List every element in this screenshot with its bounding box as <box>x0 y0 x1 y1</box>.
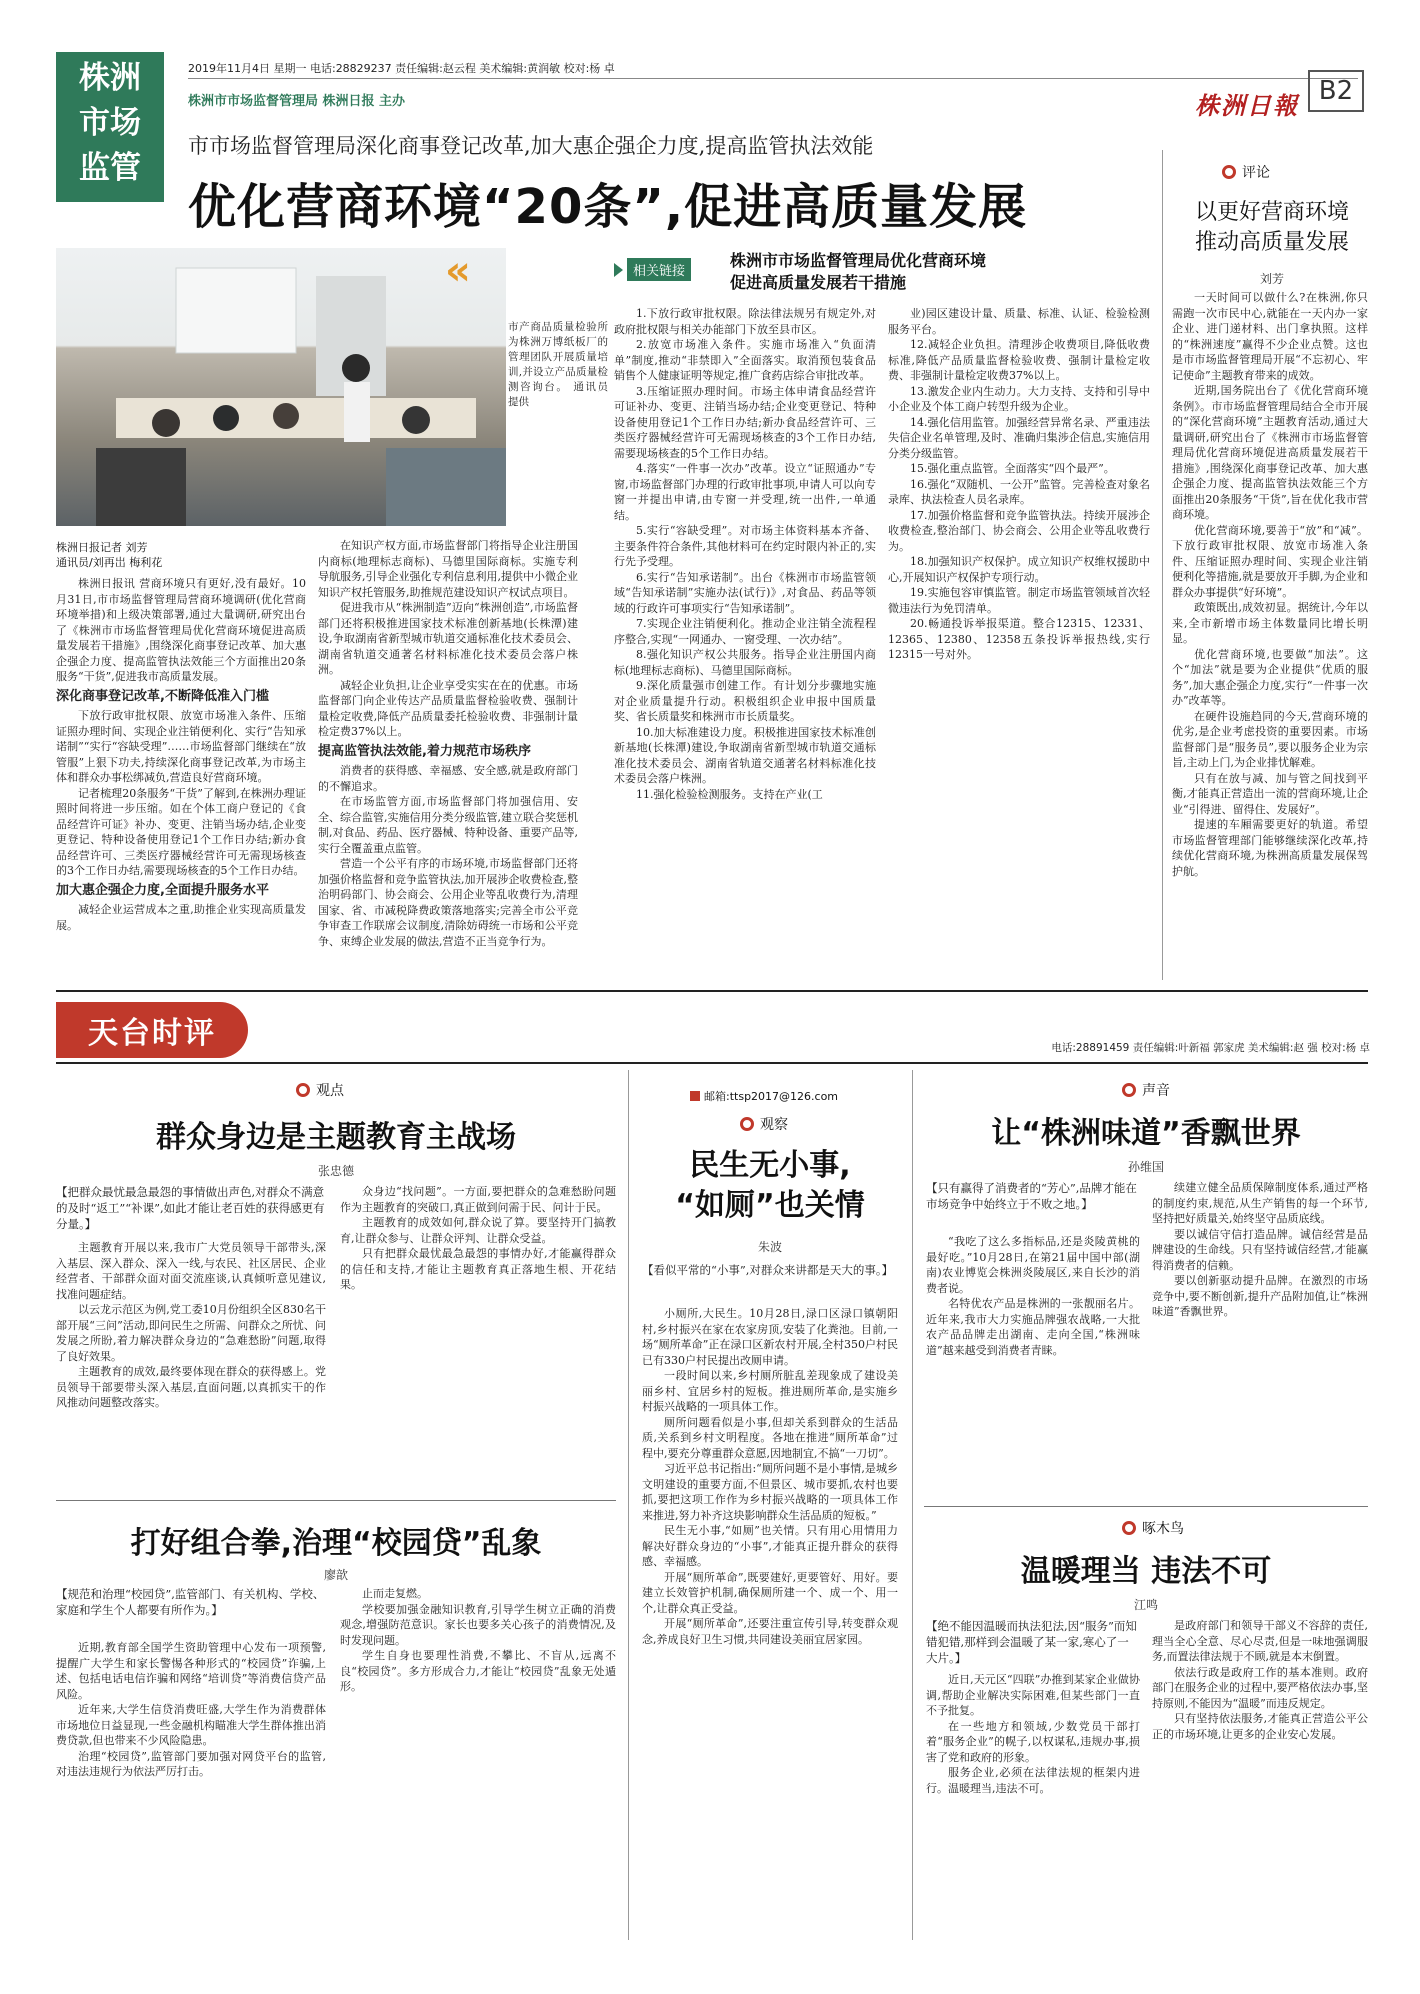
article5-body-left <box>926 1672 1140 1940</box>
list-item: 业)园区建设计量、质量、标准、认证、检验检测服务平台。 <box>888 307 1150 336</box>
article1-summary: 【把群众最忧最急最怨的事情做出声色,对群众不满意的及时“返工”“补课”,如此才能让老百姓的获得感更有分量。】 <box>56 1185 325 1231</box>
article2-summary: 【规范和治理“校园贷”,监管部门、有关机构、学校、家庭和学生个人都要有所作为。】 <box>56 1587 325 1617</box>
article1-label <box>296 1080 344 1100</box>
commentary-label-text: 评论 <box>1242 165 1270 181</box>
list-item: 13.激发企业内生动力。大力支持、支持和引导中小企业及个体工商户转型升级为企业。 <box>888 384 1150 413</box>
subhead: 深化商事登记改革,不断降低准入门槛 <box>56 688 269 704</box>
article2-headline: 打好组合拳,治理“校园贷”乱象 <box>130 1526 542 1561</box>
headline-line: “如厕”也关情 <box>675 1188 865 1223</box>
paragraph: 在市场监管方面,市场监督部门将加强信用、安全、综合监管,实施信用分类分级监管,建立联合奖惩机制,对食品、药品、医疗器械、特种设备、重要产品等,实行全覆盖重点监管。 <box>318 795 578 855</box>
paragraph: 消费者的获得感、幸福感、安全感,就是政府部门的不懈追求。 <box>318 764 578 793</box>
paragraph: 学生自身也要理性消费,不攀比、不盲从,远离不良“校园贷”。多方形成合力,才能让“校园贷”乱象无处遁形。 <box>340 1649 616 1693</box>
paragraph: 名特优农产品是株洲的一张靓丽名片。近年来,我市大力实施品牌强农战略,一大批农产品品牌走出湖南、走向全国,“株洲味道”越来越受到消费者青睐。 <box>926 1297 1140 1357</box>
paragraph: 减轻企业负担,让企业享受实实在在的优惠。市场监督部门向企业传达产品质量监督检验收费、强制计量检定收费,降低产品质量委托检验收费、非强制计量检定费37%以上。 <box>318 678 578 738</box>
badge-line: 株洲 <box>79 60 141 96</box>
paragraph: 学校要加强金融知识教育,引导学生树立正确的消费观念,增强防范意识。家长也要多关心孩子的消费情况,及时发现问题。 <box>340 1602 616 1647</box>
list-item: 10.加大标准建设力度。积极推进国家技术标准创新基地(长株潭)建设,争取湖南省新型城市轨道交通标准化技术委员会、湖南省轨道交通著名材料标准化技术委员会落户株洲。 <box>614 725 876 785</box>
article4-body-right <box>1152 1180 1368 1494</box>
paragraph: 近年来,大学生信贷消费旺盛,大学生作为消费群体市场地位日益显现,一些金融机构瞄准大学生群体推出消费贷款,但也带来不少风险隐患。 <box>56 1703 326 1747</box>
article-divider <box>924 1506 1368 1507</box>
paragraph: 厕所问题看似是小事,但却关系到群众的生活品质,关系到乡村文明程度。各地在推进“厕所革命”过程中,要充分尊重群众意愿,因地制宜,不搞“一刀切”。 <box>642 1415 898 1460</box>
column-divider <box>912 1070 913 1940</box>
paragraph: 止而走复燃。 <box>362 1587 428 1600</box>
sponsor-line: 株洲市市场监督管理局 株洲日报 主办 <box>188 94 406 109</box>
label-circle-icon <box>1122 1521 1136 1535</box>
list-item: 9.深化质量强市创建工作。有计划分步骤地实施对企业质量提升行动。积极组织企业申报中国质量奖、省长质量奖和株洲市市长质量奖。 <box>614 679 876 723</box>
list-item: 11.强化检验检测服务。支持在产业(工 <box>636 787 823 801</box>
article5-author: 江鸣 <box>1133 1598 1158 1612</box>
paragraph: 在一些地方和领域,少数党员干部打着“服务企业”的幌子,以权谋私,违规办事,损害了党和政府的形象。 <box>926 1719 1140 1764</box>
article1-headline: 群众身边是主题教育主战场 <box>156 1120 516 1155</box>
paragraph: 株洲日报讯 营商环境只有更好,没有最好。10月31日,市市场监督管理局营商环境调研(优化营商环境举措)和上级决策部署,通过大量调研,研究出台了《株洲市市场监督管理局优化营商环境促进高质量发展若干措施》,围绕深化商事登记改革、加大惠企强企力度、提高监管执法效能三个方面推出20条服务“干货”,促进我市高质量发展。 <box>56 577 306 683</box>
article5-summary: 【绝不能因温暖而执法犯法,因“服务”而知错犯错,那样到会温暖了某一家,寒心了一大片。】 <box>926 1619 1137 1665</box>
commentary-body <box>1172 290 1368 980</box>
article5-body-right <box>1152 1618 1368 1940</box>
paragraph: 是政府部门和领导干部义不容辞的责任,理当全心全意、尽心尽责,但是一味地强调服务,而置法律法规于不顾,就是本末倒置。 <box>1152 1619 1368 1663</box>
paragraph: 治理“校园贷”,监管部门要加强对网贷平台的监管,对违法违规行为依法严厉打击。 <box>56 1749 326 1778</box>
related-list-left <box>614 306 876 976</box>
article1-body-left <box>56 1240 326 1490</box>
article3-label <box>740 1114 788 1134</box>
list-item: 12.减轻企业负担。清理涉企收费项目,降低收费标准,降低产品质量监督检验收费、强制计量检定收费、非强制计量检定收费37%以上。 <box>888 338 1150 382</box>
paragraph: 开展“厕所革命”,还要注重宣传引导,转变群众观念,养成良好卫生习惯,共同建设美丽宜居家园。 <box>642 1617 898 1646</box>
email-text: 邮箱:ttsp2017@126.com <box>704 1090 839 1103</box>
paragraph: 记者梳理20条服务“干货”了解到,在株洲办理证照时间将进一步压缩。如在个体工商户登记的《食品经营许可证》补办、变更、注销当场办结,企业变更登记、特种设备使用登记1个工作日办结;新办食品经营许可、三类医疗器械经营许可无需现场核查的3个工作日办结,需要现场核查的5个工作日办结。 <box>56 786 306 877</box>
list-item: 3.压缩证照办理时间。市场主体申请食品经营许可证补办、变更、注销当场办结;企业变更登记、特种设备使用登记1个工作日办结;新办食品经营许可、三类医疗器械经营许可无需现场核查的3个工作日办结,需要现场核查的5个工作日办结。 <box>614 384 876 460</box>
label-circle-icon <box>296 1083 310 1097</box>
main-byline <box>56 540 162 570</box>
photo-caption: 市产商品质量检验所为株洲万博纸板厂的管理团队开展质量培训,并设立产品质量检测咨询台。 通讯员 提供 <box>508 321 608 408</box>
paragraph: 促进我市从“株洲制造”迈向“株洲创造”,市场监督部门还将积极推进国家技术标准创新基地(长株潭)建设,争取湖南省新型城市轨道交通标准化技术委员会、湖南省轨道交通著名材料标准化技术委员会落户株洲。 <box>318 601 578 676</box>
commentary-author: 刘芳 <box>1259 272 1284 286</box>
article5-label-text: 啄木鸟 <box>1142 1521 1184 1537</box>
paragraph: 习近平总书记指出:“厕所问题不是小事情,是城乡文明建设的重要方面,不但景区、城市要抓,农村也要抓,要把这项工作作为乡村振兴战略的一项具体工作来推进,努力补齐这块影响群众生活品质的短板。” <box>642 1462 898 1522</box>
article2-author: 廖歆 <box>323 1568 348 1582</box>
paragraph: 近期,国务院出台了《优化营商环境条例》。市市场监督管理局结合全市开展的“深化营商环境”主题教育活动,通过大量调研,研究出台了《株洲市市场监督管理局优化营商环境促进高质量发展若干措施》,围绕深化商事登记改革、加大惠企强企力度、提高监管执法效能三个方面推出20条服务“干货”,旨在优化我市营商环境。 <box>1172 384 1368 521</box>
label-circle-icon <box>740 1117 754 1131</box>
paragraph: 近期,教育部全国学生资助管理中心发布一项预警,提醒广大学生和家长警惕各种形式的“校园贷”诈骗,上述、包括电话电信诈骗和网络“培训贷”等消费信贷产品风险。 <box>56 1641 326 1701</box>
paragraph: 依法行政是政府工作的基本准则。政府部门在服务企业的过程中,要严格依法办事,坚持原则,不能因为“温暖”而违反规定。 <box>1152 1665 1368 1710</box>
list-item: 4.落实“一件事一次办”改革。设立“证照通办”专窗,市场监督部门办理的行政审批事项,申请人可以向专窗一并提出申请,由专窗一并受理,统一出件,一单通结。 <box>614 462 876 522</box>
related-title-line: 株洲市市场监督管理局优化营商环境 <box>730 251 987 270</box>
badge-line: 监管 <box>79 150 141 186</box>
paragraph: 开展“厕所革命”,既要建好,更要管好、用好。要建立长效管护机制,确保厕所建一个、成一个、用一个,让群众真正受益。 <box>642 1570 898 1615</box>
paragraph: 优化营商环境,也要做“加法”。这个“加法”就是要为企业提供“优质的服务”,加大惠企强企力度,实行“一件事一次办”改革等。 <box>1172 647 1368 707</box>
header-divider <box>188 78 1358 79</box>
article3-summary: 【看似平常的“小事”,对群众来讲都是天大的事。】 <box>642 1263 894 1277</box>
article3-headline <box>640 1146 900 1226</box>
paragraph: 只有在放与减、加与管之间找到平衡,才能真正营造出一流的营商环境,让企业“引得进、留得住、发展好”。 <box>1172 771 1368 816</box>
related-label-text: 相关链接 <box>627 258 691 281</box>
paragraph: 主题教育的成效,最终要体现在群众的获得感上。党员领导干部要带头深入基层,直面问题,以真抓实干的作风推动问题整改落实。 <box>56 1365 326 1409</box>
article5-headline: 温暖理当 违法不可 <box>1020 1554 1272 1589</box>
paragraph: 在硬件设施趋同的今天,营商环境的优劣,是企业考虑投资的重要因素。市场监督部门是“服务员”,要以服务企业为宗旨,主动上门,为企业排忧解难。 <box>1172 709 1368 769</box>
tiantai-info-line: 电话:28891459 责任编辑:叶新福 郭家虎 美术编辑:赵 强 校对:杨 卓 <box>1051 1042 1370 1054</box>
headline-line: 以更好营商环境 <box>1194 200 1349 225</box>
paragraph: 政策既出,成效初显。据统计,今年以来,全市新增市场主体数量同比增长明显。 <box>1172 601 1368 645</box>
article1-label-text: 观点 <box>316 1083 344 1099</box>
related-title <box>730 250 986 294</box>
paragraph: 一天时间可以做什么?在株洲,你只需跑一次市民中心,就能在一天内办一家企业、进门递材料、出门拿执照。这样的“株洲速度”赢得不少企业点赞。这也是市市场监督管理局开展“不忘初心、牢记使命”主题教育带来的成效。 <box>1172 291 1368 382</box>
article4-summary: 【只有赢得了消费者的“芳心”,品牌才能在市场竞争中始终立于不败之地。】 <box>926 1181 1137 1211</box>
paragraph: 只有坚持依法服务,才能真正营造公平公正的市场环境,让更多的企业安心发展。 <box>1152 1712 1368 1741</box>
tiantai-banner <box>56 1002 248 1058</box>
paragraph: 主题教育开展以来,我市广大党员领导干部带头,深入基层、深入群众、深入一线,与农民、社区居民、企业经营者、干部群众面对面交流座谈,认真倾听意见建议,找准问题症结。 <box>56 1241 326 1301</box>
list-item: 15.强化重点监管。全面落实“四个最严”。 <box>910 462 1115 475</box>
article4-label-text: 声音 <box>1142 1083 1170 1099</box>
related-label <box>614 258 691 281</box>
paragraph: 服务企业,必须在法律法规的框架内进行。温暖理当,违法不可。 <box>926 1766 1140 1795</box>
paragraph: 民生无小事,“如厕”也关情。只有用心用情用力解决好群众身边的“小事”,才能真正提升群众的获得感、幸福感。 <box>642 1524 898 1568</box>
list-item: 1.下放行政审批权限。除法律法规另有规定外,对政府批权限与相关办能部门下放至县市区。 <box>614 307 876 336</box>
paragraph: 减轻企业运营成本之重,助推企业实现高质量发展。 <box>56 903 306 932</box>
paragraph: 只有把群众最忧最急最怨的事情办好,才能赢得群众的信任和支持,才能让主题教育真正落地生根、开花结果。 <box>340 1247 616 1291</box>
article2-body-left <box>56 1640 326 1940</box>
paragraph: 在知识产权方面,市场监督部门将指导企业注册国内商标(地理标志商标)、马德里国际商标。实施专利导航服务,引导企业强化专利信息利用,提供中小微企业知识产权托管服务,助推规范建设知识产权试点项目。 <box>318 539 578 599</box>
paragraph: 下放行政审批权限、放宽市场准入条件、压缩证照办理时间、实现企业注销便利化、实行“告知承诺制”“实行“容缺受理”……市场监督部门继续在“放管服”上狠下功夫,持续深化商事登记改革,为市场主体和群众办事松绑减负,营造良好营商环境。 <box>56 709 306 784</box>
paragraph: 续建立健全品质保障制度体系,通过严格的制度约束,规范,从生产销售的每一个环节,坚持把好质量关,始终坚守品质底线。 <box>1152 1181 1368 1225</box>
main-kicker: 市市场监督管理局深化商事登记改革,加大惠企强企力度,提高监管执法效能 <box>188 134 874 158</box>
photo-chevron-icon: « <box>445 248 471 294</box>
paragraph: 小厕所,大民生。10月28日,渌口区渌口镇朝阳村,乡村振兴在家在农家房顶,安装了化粪池。目前,一场“厕所革命”正在渌口区新农村开展,全村350户村民已有330户村民提出改厕申请。 <box>642 1307 898 1367</box>
article4-author: 孙维国 <box>1127 1160 1164 1174</box>
article4-headline: 让“株洲味道”香飘世界 <box>991 1116 1301 1151</box>
page-code: B2 <box>1308 70 1364 112</box>
list-item: 8.强化知识产权公共服务。指导企业注册国内商标(地理标志商标)、马德里国际商标。 <box>614 648 876 677</box>
paragraph: 以云龙示范区为例,党工委10月份组织全区830名干部开展“三问”活动,即问民生之所需、问群众之所忧、问发展之所盼,着力解决群众身边的“急难愁盼”问题,取得了良好效果。 <box>56 1303 326 1363</box>
list-item: 5.实行“容缺受理”。对市场主体资料基本齐备、主要条件符合条件,其他材料可在约定时限内补正的,实行先予受理。 <box>614 524 876 568</box>
email-line <box>690 1088 838 1104</box>
email-icon <box>690 1091 700 1101</box>
related-title-line: 促进高质量发展若干措施 <box>730 273 907 292</box>
paragraph: “我吃了这么多指标品,还是炎陵黄桃的最好吃。”10月28日,在第21届中国中部(湖南)农业博览会株洲炎陵展区,来自长沙的消费者说。 <box>926 1235 1140 1295</box>
subhead: 加大惠企强企力度,全面提升服务水平 <box>56 882 269 898</box>
list-item: 6.实行“告知承诺制”。出台《株洲市市场监管领域“告知承诺制”实施办法(试行)》,对食品、药品等领域的行政许可事项实行“告知承诺制”。 <box>614 570 876 615</box>
paper-logo: 株洲日報 <box>1195 91 1299 120</box>
main-body-col1 <box>56 576 306 976</box>
article5-label <box>1122 1518 1184 1538</box>
label-circle-icon <box>1222 165 1236 179</box>
tiantai-rule <box>56 1062 1368 1064</box>
list-item: 7.实现企业注销便利化。推动企业注销全流程程序整合,实现“一网通办、一窗受理、一次办结”。 <box>614 617 876 646</box>
list-item: 2.放宽市场准入条件。实施市场准入“负面清单”制度,推动“非禁即入”全面落实。取消预包装食品销售个人健康证明等规定,推广食药店综合审批改革。 <box>614 338 876 382</box>
related-list-right <box>888 306 1150 976</box>
paragraph: 近日,天元区“四联”办推到某家企业做协调,帮助企业解决实际困难,但某些部门一直不予批复。 <box>926 1673 1140 1717</box>
article1-author: 张忠德 <box>317 1164 354 1178</box>
badge-line: 市场 <box>79 105 141 141</box>
tiantai-banner-text: 天台时评 <box>88 1016 216 1051</box>
paragraph: 优化营商环境,要善于“放”和“减”。下放行政审批权限、放宽市场准入条件、压缩证照办理时间、实现企业注销便利化等措施,就是要放开手脚,为企业和群众办事提供“好环境”。 <box>1172 523 1368 599</box>
column-divider <box>628 1070 629 1940</box>
paragraph: 营造一个公平有序的市场环境,市场监督部门还将加强价格监督和竞争监管执法,加开展涉企收费检查,整治明码部门、协会商会、公用企业等乱收费行为,清理国家、省、市减税降费政策落地落实;完善全市公平竞争审查工作联席会议制度,清除妨碍统一市场和公平竞争、束缚企业发展的做法,营造不正当竞争行为。 <box>318 857 578 948</box>
article3-label-text: 观察 <box>760 1117 788 1133</box>
article3-body <box>642 1306 898 1940</box>
paragraph: 主题教育的成效如何,群众说了算。要坚持开门搞教育,让群众参与、让群众评判、让群众受益。 <box>340 1216 616 1245</box>
paragraph: 一段时间以来,乡村厕所脏乱差现象成了建设美丽乡村、宜居乡村的短板。推进厕所革命,是实施乡村振兴战略的一项具体工作。 <box>642 1369 898 1413</box>
section-badge <box>56 52 164 202</box>
list-item: 20.畅通投诉举报渠道。整合12315、12331、12365、12380、12358五条投诉举报热线,实行12315一号对外。 <box>888 617 1150 661</box>
label-circle-icon <box>1122 1083 1136 1097</box>
commentary-label <box>1222 162 1270 182</box>
article1-body-right <box>340 1184 616 1490</box>
main-body-col2 <box>318 538 578 978</box>
paragraph: 要以诚信守信打造品牌。诚信经营是品牌建设的生命线。只有坚持诚信经营,才能赢得消费者的信赖。 <box>1152 1227 1368 1272</box>
related-icon <box>614 263 623 277</box>
list-item: 19.实施包容审慎监管。制定市场监管领域首次轻微违法行为免罚清单。 <box>888 586 1150 615</box>
news-photo <box>56 248 506 526</box>
paragraph: 众身边“找问题”。一方面,要把群众的急难愁盼问题作为主题教育的突破口,真正做到问需于民、问计于民。 <box>340 1185 616 1214</box>
paragraph: 提速的车厢需要更好的轨道。希望市场监督管理部门能够继续深化改革,持续优化营商环境,为株洲高质量发展保驾护航。 <box>1172 818 1368 878</box>
article3-author: 朱波 <box>757 1240 782 1254</box>
commentary-headline <box>1172 198 1372 258</box>
article2-body-right <box>340 1586 616 1940</box>
list-item: 18.加强知识产权保护。成立知识产权维权援助中心,开展知识产权保护专项行动。 <box>888 555 1150 584</box>
column-divider <box>1162 150 1163 980</box>
list-item: 14.强化信用监管。加强经营异常名录、严重违法失信企业名单管理,及时、准确归集涉企信息,实施信用分类分级监管。 <box>888 415 1150 460</box>
list-item: 16.强化“双随机、一公开”监管。完善检查对象名录库、执法检查人员名录库。 <box>888 477 1150 506</box>
section-divider <box>56 990 1368 992</box>
headline-line: 推动高质量发展 <box>1194 230 1349 255</box>
article-divider <box>56 1500 616 1501</box>
byline-correspondent: 通讯员/刘再岀 梅利花 <box>56 556 163 569</box>
article4-body-left <box>926 1234 1140 1494</box>
subhead: 提高监管执法效能,着力规范市场秩序 <box>318 743 531 759</box>
headline-line: 民生无小事, <box>689 1148 851 1183</box>
list-item: 17.加强价格监督和竞争监管执法。持续开展涉企收费检查,整治部门、协会商会、公用企业等乱收费行为。 <box>888 508 1150 553</box>
date-line: 2019年11月4日 星期一 电话:28829237 责任编辑:赵云程 美术编辑:黄润敏 校对:杨 卓 <box>188 62 615 75</box>
paragraph: 要以创新驱动提升品牌。在激烈的市场竞争中,要不断创新,提升产品附加值,让“株洲味道”香飘世界。 <box>1152 1274 1368 1318</box>
article4-label <box>1122 1080 1170 1100</box>
byline-reporter: 株洲日报记者 刘芳 <box>56 541 148 554</box>
meeting-photo-art <box>56 248 506 526</box>
main-headline: 优化营商环境“20条”,促进高质量发展 <box>188 179 1028 235</box>
